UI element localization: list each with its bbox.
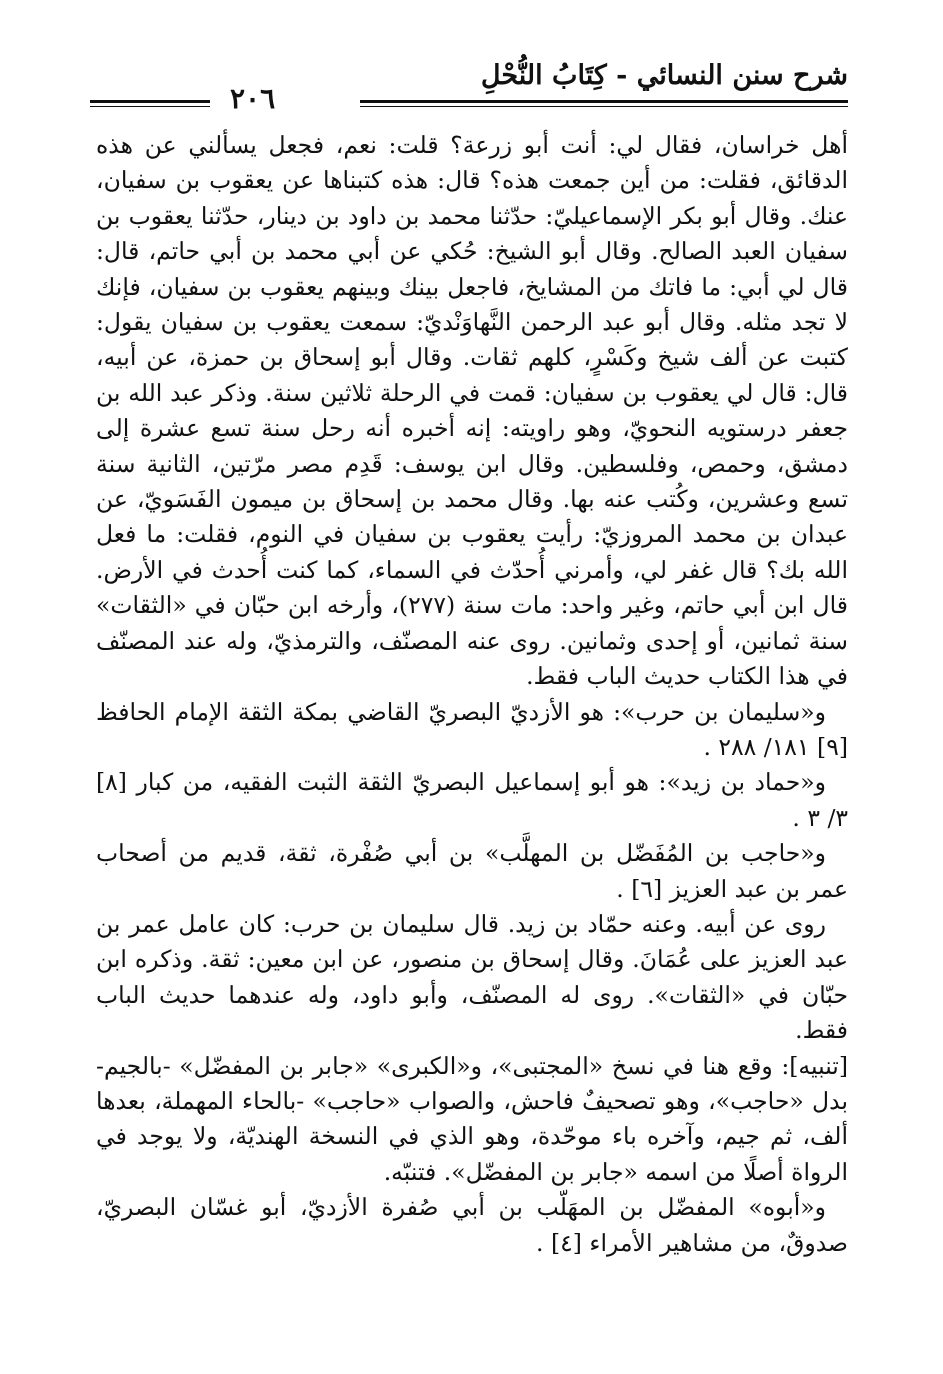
header-rule-long-thin	[360, 106, 848, 107]
page-header	[90, 60, 848, 120]
running-title: شرح سنن النسائي - كِتَابُ النُّحْلِ	[480, 60, 848, 91]
header-rule-short-thin	[90, 106, 210, 107]
paragraph-father: و«أبوه» المفضّل بن المهَلّب بن أبي صُفرة الأزديّ، أبو غسّان البصريّ، صدوقٌ، من مشاهير الأمراء [٤] .	[96, 1193, 848, 1257]
paragraph-hajib-details: روى عن أبيه. وعنه حمّاد بن زيد. قال سليمان بن حرب: كان عامل عمر بن عبد العزيز على عُمَانَ. وقال إسحاق بن منصور، عن ابن معين: ثقة. وذكره ابن حبّان في «الثقات». روى له المصنّف، وأبو داود، وله عندهما حديث الباب فقط.	[96, 909, 848, 1045]
paragraph-hammad: و«حماد بن زيد»: هو أبو إسماعيل البصريّ الثقة الثبت الفقيه، من كبار [٨] ٣/ ٣ .	[96, 768, 848, 832]
header-rule-short	[90, 100, 210, 103]
header-rule-long	[360, 100, 848, 103]
paragraph-biography: أهل خراسان، فقال لي: أنت أبو زرعة؟ قلت: نعم، فجعل يسألني عن هذه الدقائق، فقلت: من أين جمعت هذه؟ قال: هذه كتبناها عن يعقوب بن سفيان، عنك. وقال أبو بكر الإسماعيليّ: حدّثنا محمد بن داود بن دينار، حدّثنا يعقوب بن سفيان العبد الصالح. وقال أبو الشيخ: حُكي عن أبي محمد بن أبي حاتم، قال: قال لي أبي: ما فاتك من المشايخ، فاجعل بينك وبينهم يعقوب بن سفيان، فإنك لا تجد مثله. وقال أبو عبد الرحمن النَّهاوَنْديّ: سمعت يعقوب بن سفيان يقول: كتبت عن ألف شيخ وكَسْرٍ، كلهم ثقات. وقال أبو إسحاق بن حمزة، عن أبيه، قال: قال لي يعقوب بن سفيان: قمت في الرحلة ثلاثين سنة. وذكر عبد الله بن جعفر درستويه النحويّ، وهو راويته: إنه أخبره أنه رحل سنة تسع عشرة إلى دمشق، وحمص، وفلسطين. وقال ابن يوسف: قَدِم مصر مرّتين، الثانية سنة تسع وعشرين، وكُتب عنه بها. وقال محمد بن إسحاق بن ميمون الفَسَويّ، عن عبدان بن محمد المروزيّ: رأيت يعقوب بن سفيان في النوم، فقلت: ما فعل الله بك؟ قال غفر لي، وأمرني أُحدّث في السماء، كما كنت أُحدث في الأرض. قال ابن أبي حاتم، وغير واحد: مات سنة (٢٧٧)، وأرخه ابن حبّان في «الثقات» سنة ثمانين، أو إحدى وثمانين. روى عنه المصنّف، والترمذيّ، وله عند المصنّف في هذا الكتاب حديث الباب فقط.	[96, 131, 848, 691]
body-text	[96, 128, 848, 1261]
page-number: ٢٠٦	[230, 82, 276, 115]
paragraph-hajib: و«حاجب بن المُفَضّل بن المهلَّب» بن أبي صُفْرة، ثقة، قديم من أصحاب عمر بن عبد العزيز [٦] .	[96, 839, 848, 903]
paragraph-note: [تنبيه]: وقع هنا في نسخ «المجتبى»، و«الكبرى» «جابر بن المفضّل» -بالجيم- بدل «حاجب»، وهو تصحيفٌ فاحش، والصواب «حاجب» -بالحاء المهملة، بعدها ألف، ثم جيم، وآخره باء موحّدة، وهو الذي في النسخة الهنديّة، ولا يوجد في الرواة أصلًا من اسمه «جابر بن المفضّل». فتنبّه.	[96, 1051, 848, 1186]
paragraph-sulayman: و«سليمان بن حرب»: هو الأزديّ البصريّ القاضي بمكة الثقة الإمام الحافظ [٩] ١٨١/ ٢٨٨ .	[96, 697, 848, 761]
